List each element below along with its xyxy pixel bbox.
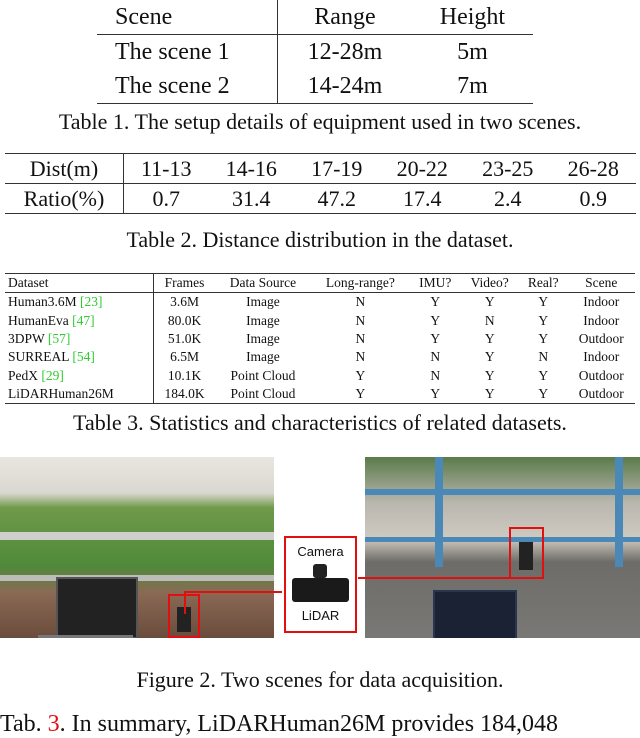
- scene-2-photo: [365, 457, 640, 638]
- cell: Y: [538, 367, 549, 383]
- railing: [365, 537, 640, 542]
- cell: The scene 2: [97, 69, 278, 104]
- cell: Y: [355, 385, 366, 401]
- cell: Y: [538, 294, 549, 310]
- cell: Y: [355, 367, 366, 383]
- laptop-screen: [56, 577, 138, 638]
- figure-2-caption: Figure 2. Two scenes for data acquisition.: [136, 667, 504, 692]
- cell: N: [484, 312, 495, 328]
- laptop-base: [38, 635, 133, 638]
- header-cell: IMU?: [410, 274, 461, 293]
- header-cell: Video?: [461, 274, 519, 293]
- cell: 14-24m: [278, 69, 412, 104]
- cell: Image: [246, 312, 280, 328]
- cell: N: [355, 312, 366, 328]
- citation-link[interactable]: [29]: [41, 367, 64, 383]
- cell: Outdoor: [578, 331, 624, 347]
- header-cell: Scene: [97, 0, 278, 35]
- camera-label: Camera: [297, 544, 344, 559]
- cell: Y: [430, 331, 441, 347]
- cell: Outdoor: [578, 367, 624, 383]
- cell: Y: [484, 331, 495, 347]
- cell: 10.1K: [167, 367, 202, 383]
- dataset-cell: [5, 385, 153, 404]
- scene-1-photo: [0, 457, 274, 638]
- cell: 184.0K: [164, 385, 205, 401]
- cell: Point Cloud: [230, 385, 296, 401]
- cell: Image: [246, 331, 280, 347]
- table-header-row: [97, 0, 533, 35]
- dataset-name: 3DPW: [8, 331, 45, 347]
- cell: 20-22: [380, 154, 465, 184]
- cell: Y: [484, 367, 495, 383]
- connector-line: [184, 591, 282, 593]
- cell: 17-19: [294, 154, 379, 184]
- dataset-cell: [5, 348, 153, 366]
- cell: N: [430, 349, 441, 365]
- dataset-cell: [5, 330, 153, 348]
- cell: Y: [430, 312, 441, 328]
- cell: 14-16: [209, 154, 294, 184]
- body-text: [0, 711, 558, 738]
- table-row: [5, 366, 635, 384]
- table-ref-link[interactable]: 3: [47, 711, 60, 737]
- table-row: [5, 293, 635, 312]
- lidar-label: LiDAR: [301, 608, 340, 623]
- header-cell: Scene: [568, 274, 636, 293]
- cell: Point Cloud: [230, 367, 296, 383]
- header-cell: Range: [278, 0, 412, 35]
- cell: 80.0K: [167, 312, 202, 328]
- cell: N: [355, 331, 366, 347]
- cell: 17.4: [402, 185, 442, 211]
- table-1-caption: Table 1. The setup details of equipment used in two scenes.: [58, 109, 582, 134]
- cell: Y: [538, 331, 549, 347]
- header-cell: Frames: [153, 274, 215, 293]
- cell: 11-13: [124, 154, 209, 184]
- dataset-cell: [5, 366, 153, 384]
- header-cell: Data Source: [215, 274, 311, 293]
- cell: Outdoor: [578, 385, 624, 401]
- table-row: [5, 330, 635, 348]
- header-cell: Long-range?: [311, 274, 410, 293]
- cell: N: [430, 367, 441, 383]
- cell: Y: [430, 385, 441, 401]
- table-row: [5, 154, 636, 184]
- header-cell: Real?: [519, 274, 568, 293]
- cell: Y: [484, 294, 495, 310]
- cell: Indoor: [583, 294, 620, 310]
- camera-icon: [313, 564, 327, 578]
- cell: Image: [246, 294, 280, 310]
- cell: 51.0K: [167, 331, 202, 347]
- laptop: [433, 590, 517, 638]
- table-row: [5, 184, 636, 214]
- cell: 26-28: [550, 154, 636, 184]
- railing: [0, 532, 274, 540]
- body-text-prefix: Tab.: [0, 711, 42, 737]
- citation-link[interactable]: [54]: [72, 349, 95, 365]
- cell: 23-25: [465, 154, 550, 184]
- dataset-name: Human3.6M: [8, 294, 77, 310]
- cell: Y: [484, 349, 495, 365]
- header-cell: Dataset: [5, 274, 153, 293]
- cell: 7m: [412, 69, 533, 104]
- table-3: [5, 273, 635, 404]
- table-header-row: [5, 274, 635, 293]
- table-row: [5, 312, 635, 330]
- cell: 47.2: [317, 185, 356, 211]
- table-2-caption: Table 2. Distance distribution in the dataset.: [126, 227, 514, 252]
- cell: N: [538, 349, 549, 365]
- table-row: [5, 385, 635, 404]
- header-cell: Height: [412, 0, 533, 35]
- cell: Y: [538, 385, 549, 401]
- dataset-cell: [5, 312, 153, 330]
- cell: 12-28m: [307, 38, 383, 65]
- railing-post: [615, 457, 623, 567]
- table-row: [97, 35, 533, 70]
- railing: [365, 489, 640, 495]
- dataset-name: LiDARHuman26M: [8, 385, 114, 401]
- cell: Y: [484, 385, 495, 401]
- body-text-rest: . In summary, LiDARHuman26M provides 184,048: [59, 711, 559, 737]
- table-row: [5, 348, 635, 366]
- cell: Indoor: [583, 312, 620, 328]
- cell: The scene 1: [97, 35, 278, 70]
- cell: Image: [246, 349, 280, 365]
- dataset-name: HumanEva: [8, 312, 69, 328]
- table-3-caption: Table 3. Statistics and characteristics of related datasets.: [73, 410, 567, 435]
- cell: 2.4: [493, 185, 522, 211]
- cell: 0.7: [152, 185, 181, 211]
- dataset-cell: [5, 293, 153, 312]
- dataset-name: SURREAL: [8, 349, 70, 365]
- cell: N: [355, 294, 366, 310]
- connector-line: [184, 592, 186, 614]
- cell: 5m: [457, 38, 488, 65]
- table-row: [97, 69, 533, 104]
- cell: 31.4: [232, 185, 271, 211]
- sensor-detail-box: [284, 536, 357, 633]
- table-1: [97, 0, 533, 104]
- railing-post: [435, 457, 443, 567]
- cell: Y: [430, 294, 441, 310]
- cell: Dist(m): [5, 154, 124, 184]
- cell: 0.9: [579, 185, 607, 211]
- sensor: [519, 542, 533, 570]
- cell: 3.6M: [170, 294, 199, 310]
- cell: Indoor: [583, 349, 620, 365]
- cell: Ratio(%): [5, 184, 124, 214]
- citation-link[interactable]: [57]: [47, 331, 71, 347]
- lidar-icon: [292, 578, 349, 602]
- citation-link[interactable]: [23]: [80, 294, 103, 310]
- cell: 6.5M: [170, 349, 199, 365]
- citation-link[interactable]: [47]: [72, 312, 95, 328]
- table-2: [5, 153, 636, 214]
- dataset-name: PedX: [8, 367, 38, 383]
- cell: N: [355, 349, 366, 365]
- connector-line: [358, 577, 510, 579]
- cell: Y: [538, 312, 549, 328]
